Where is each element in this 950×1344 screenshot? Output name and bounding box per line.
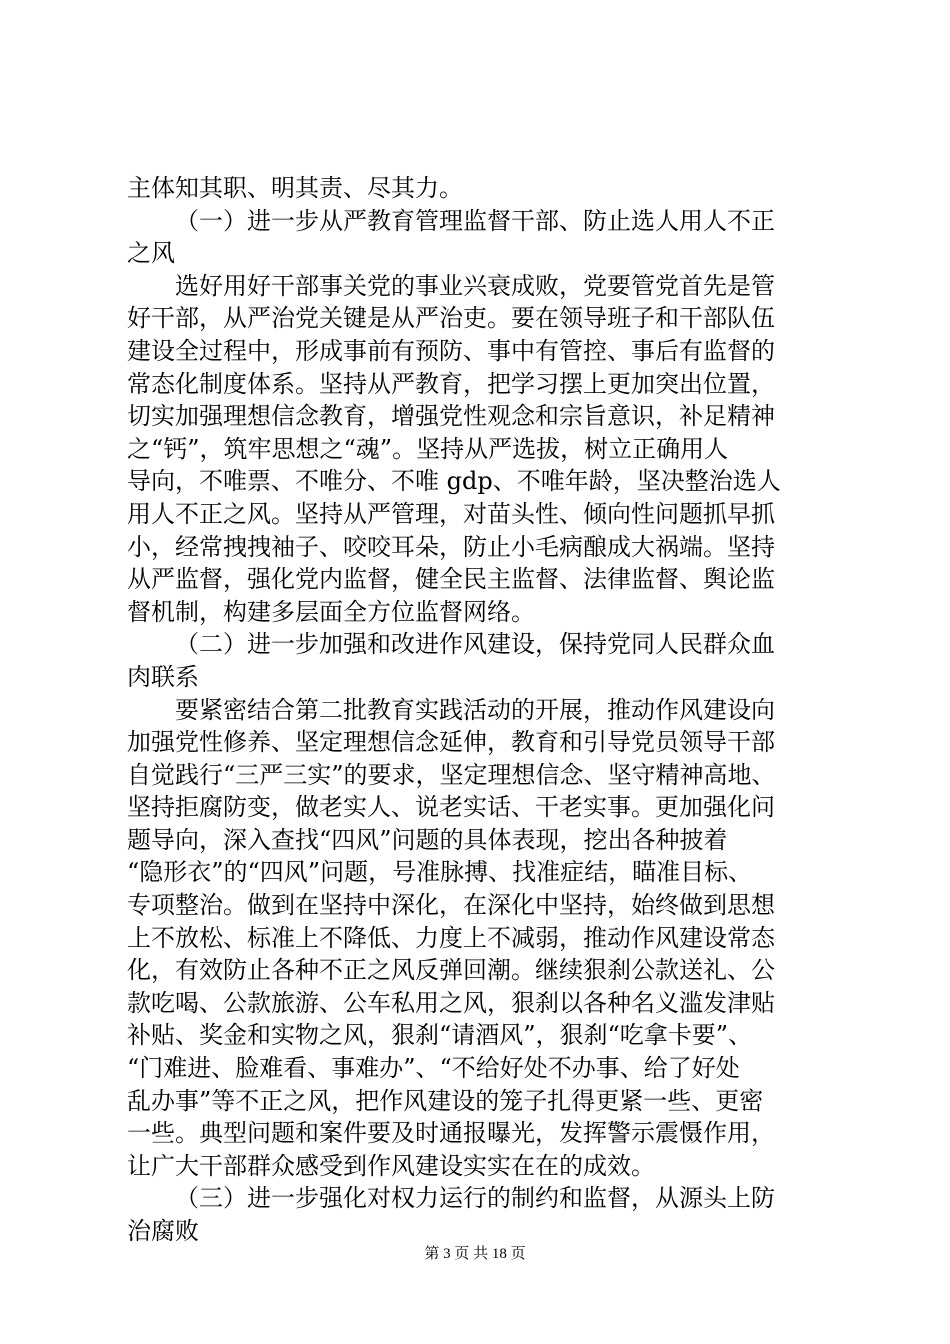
text-line: 加强党性修养、坚定理想信念延伸，教育和引导党员领导干部 xyxy=(127,728,775,757)
text-line: 坚持拒腐防变，做老实人、说老实话、干老实事。更加强化问 xyxy=(127,793,775,822)
text-line: 要紧密结合第二批教育实践活动的开展，推动作风建设向 xyxy=(175,695,775,724)
text-line: 专项整治。做到在坚持中深化，在深化中坚持，始终做到思想 xyxy=(127,891,775,920)
text-line: 督机制，构建多层面全方位监督网络。 xyxy=(127,597,535,626)
text-line: 自觉践行“三严三实”的要求，坚定理想信念、坚守精神高地、 xyxy=(127,760,776,789)
text-line: （二）进一步加强和改进作风建设，保持党同人民群众血 xyxy=(175,630,775,659)
text-line: 从严监督，强化党内监督，健全民主监督、法律监督、舆论监 xyxy=(127,565,775,594)
text-line: 导向，不唯票、不唯分、不唯 gdp、不唯年龄，坚决整治选人 xyxy=(127,467,781,496)
text-line: （三）进一步强化对权力运行的制约和监督，从源头上防 xyxy=(175,1184,775,1213)
text-line: 切实加强理想信念教育，增强党性观念和宗旨意识，补足精神 xyxy=(127,402,775,431)
text-line: “隐形衣”的“四风”问题，号准脉搏、找准症结，瞄准目标、 xyxy=(127,858,753,887)
text-line: 让广大干部群众感受到作风建设实实在在的成效。 xyxy=(127,1151,655,1180)
text-line: 乱办事”等不正之风，把作风建设的笼子扎得更紧一些、更密 xyxy=(127,1086,764,1115)
body-text xyxy=(127,172,832,1248)
page-footer: 第 3 页 共 18 页 xyxy=(424,1246,526,1262)
text-line: 建设全过程中，形成事前有预防、事中有管控、事后有监督的 xyxy=(127,336,775,365)
text-line: 选好用好干部事关党的事业兴衰成败，党要管党首先是管 xyxy=(175,271,775,300)
text-line: 补贴、奖金和实物之风，狠刹“请酒风”，狠刹“吃拿卡要”、 xyxy=(127,1021,753,1050)
text-line: 化，有效防止各种不正之风反弹回潮。继续狠刹公款送礼、公 xyxy=(127,956,775,985)
text-line: 之“钙”，筑牢思想之“魂”。坚持从严选拔，树立正确用人 xyxy=(127,434,729,463)
text-line: 小，经常拽拽袖子、咬咬耳朵，防止小毛病酿成大祸端。坚持 xyxy=(127,532,775,561)
text-line: 上不放松、标准上不降低、力度上不减弱，推动作风建设常态 xyxy=(127,923,775,952)
text-line: 用人不正之风。坚持从严管理，对苗头性、倾向性问题抓早抓 xyxy=(127,499,775,528)
text-line: 肉联系 xyxy=(127,662,199,691)
text-line: 题导向，深入查找“四风”问题的具体表现，挖出各种披着 xyxy=(127,825,728,854)
text-line: 之风 xyxy=(127,239,175,268)
text-line: （一）进一步从严教育管理监督干部、防止选人用人不正 xyxy=(175,206,775,235)
text-line: 主体知其职、明其责、尽其力。 xyxy=(127,174,463,202)
text-line: 好干部，从严治党关键是从严治吏。要在领导班子和干部队伍 xyxy=(127,304,775,333)
text-line: 治腐败 xyxy=(127,1217,199,1245)
text-line: 款吃喝、公款旅游、公车私用之风，狠刹以各种名义滥发津贴 xyxy=(127,988,775,1017)
text-line: 常态化制度体系。坚持从严教育，把学习摆上更加突出位置， xyxy=(127,369,775,398)
text-line: “门难进、脸难看、事难办”、“不给好处不办事、给了好处 xyxy=(127,1054,740,1083)
text-line: 一些。典型问题和案件要及时通报曝光，发挥警示震慑作用， xyxy=(127,1119,775,1148)
